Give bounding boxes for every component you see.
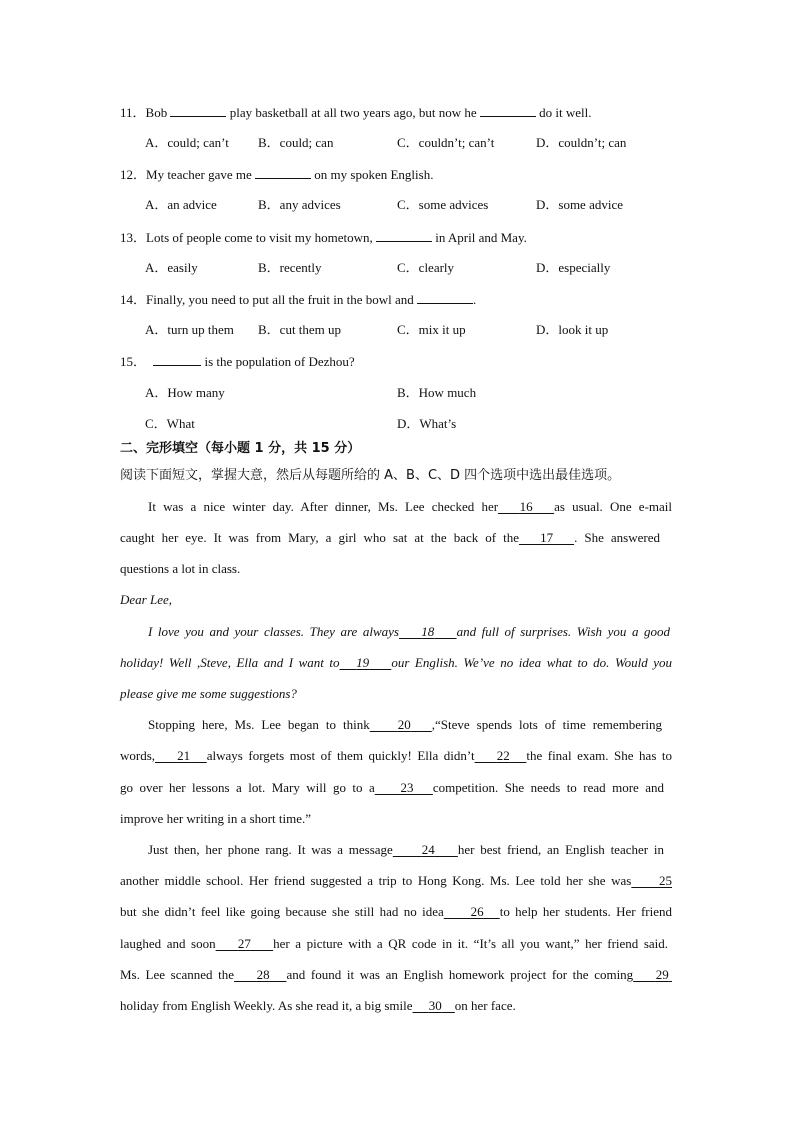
passage-line: Ms. Lee scanned the 28 and found it was an English homework project for the coming 29: [120, 967, 672, 983]
blank-21: 21: [177, 748, 191, 763]
option-c: C．What: [145, 416, 195, 431]
option-d: D．especially: [536, 260, 611, 275]
passage-line: holiday from English Weekly. As she read it, a big smile 30 on her face.: [120, 998, 516, 1013]
answer-blank: [376, 229, 432, 242]
answer-blank: [480, 104, 536, 117]
blank-30: 30: [428, 998, 442, 1013]
question-12: 12．My teacher gave me on my spoken English.: [120, 167, 434, 182]
blank-17: 17: [540, 530, 554, 545]
option-d: D．couldn’t; can: [536, 135, 627, 150]
letter-line: please give me some suggestions?: [120, 686, 297, 701]
option-d: D．some advice: [536, 197, 624, 212]
passage-line: words, 21 always forgets most of them quickly! Ella didn’t 22 the final exam. She has to: [120, 748, 673, 763]
option-c: C．some advices: [397, 197, 489, 212]
passage-line: go over her lessons a lot. Mary will go to a 23 competition. She needs to read more and: [120, 780, 665, 795]
blank-26: 26: [470, 904, 484, 919]
letter-salutation: Dear Lee,: [120, 592, 172, 607]
passage-line: questions a lot in class.: [120, 561, 241, 576]
passage-line: caught her eye. It was from Mary, a girl who sat at the back of the 17 . She answered: [120, 530, 661, 545]
answer-blank: [153, 353, 201, 366]
passage-line: Just then, her phone rang. It was a message 24 her best friend, an English teacher in: [148, 842, 664, 857]
option-b: B．How much: [397, 385, 477, 400]
option-a: A．How many: [145, 385, 225, 400]
section-instruction: 阅读下面短文，掌握大意，然后从每题所给的 A、B、C、D 四个选项中选出最佳选项。: [120, 468, 621, 483]
option-d: D．What’s: [397, 416, 457, 431]
blank-25: 25: [659, 873, 673, 888]
answer-blank: [170, 104, 226, 117]
blank-22: 22: [496, 748, 510, 763]
passage-line: laughed and soon 27 her a picture with a QR code in it. “It’s all you want,” her friend said.: [120, 936, 669, 951]
blank-20: 20: [397, 717, 411, 732]
question-15: 15． is the population of Dezhou?: [120, 354, 355, 369]
blank-28: 28: [256, 967, 270, 982]
blank-19: 19: [356, 655, 370, 670]
passage-line: but she didn’t feel like going because she still had no idea 26 to help her students. Her friend: [120, 904, 673, 919]
option-a: A．could; can’t: [145, 135, 229, 150]
letter-line: holiday! Well ,Steve, Ella and I want to 19 our English. We’ve no idea what to do. Would you: [120, 655, 673, 670]
option-b: B．any advices: [258, 197, 341, 212]
option-b: B．cut them up: [258, 322, 342, 337]
letter-line: I love you and your classes. They are always 18 and full of surprises. Wish you a good: [148, 624, 671, 639]
option-a: A．turn up them: [145, 322, 234, 337]
option-c: C．clearly: [397, 260, 455, 275]
answer-blank: [417, 291, 473, 304]
blank-27: 27: [237, 936, 251, 951]
question-13: 13．Lots of people come to visit my hometown, in April and May.: [120, 230, 527, 245]
option-c: C．mix it up: [397, 322, 466, 337]
option-b: B．recently: [258, 260, 322, 275]
passage-line: It was a nice winter day. After dinner, Ms. Lee checked her 16 as usual. One e-mail: [148, 499, 673, 514]
passage-line: Stopping here, Ms. Lee began to think 20 ,“Steve spends lots of time remembering: [148, 717, 663, 732]
option-c: C．couldn’t; can’t: [397, 135, 495, 150]
answer-blank: [255, 166, 311, 179]
passage-line: improve her writing in a short time.”: [120, 811, 311, 826]
passage-line: another middle school. Her friend suggested a trip to Hong Kong. Ms. Lee told her she was 25: [120, 873, 673, 888]
option-a: A．an advice: [145, 197, 217, 212]
blank-23: 23: [400, 780, 414, 795]
question-11: 11．Bob play basketball at all two years ago, but now he do it well.: [120, 105, 592, 120]
option-b: B．could; can: [258, 135, 334, 150]
blank-24: 24: [421, 842, 435, 857]
blank-29: 29: [655, 967, 669, 982]
question-14: 14．Finally, you need to put all the fruit in the bowl and .: [120, 292, 477, 307]
blank-18: 18: [421, 624, 435, 639]
option-a: A．easily: [145, 260, 198, 275]
option-d: D．look it up: [536, 322, 609, 337]
section-heading: 二、完形填空（每小题 1 分，共 15 分）: [120, 441, 361, 456]
blank-16: 16: [519, 499, 533, 514]
